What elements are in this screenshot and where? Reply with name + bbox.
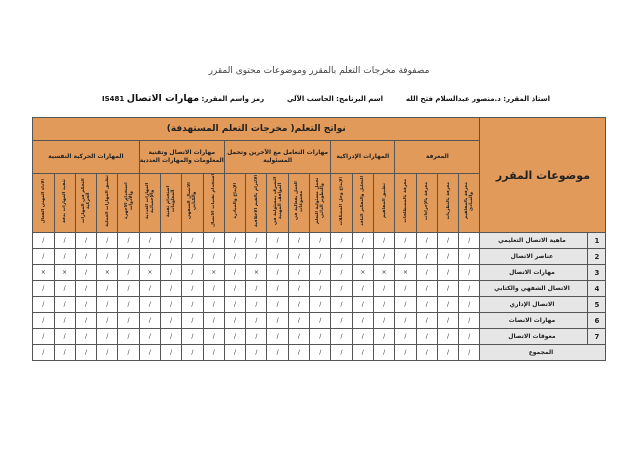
outcome-mark-cell: × xyxy=(373,265,394,281)
outcome-mark-cell: / xyxy=(437,281,458,297)
outcome-mark-cell: / xyxy=(373,297,394,313)
topic-name: مهارات الاتصال xyxy=(480,265,588,281)
outcome-mark-cell: / xyxy=(288,329,309,345)
outcome-mark-cell: / xyxy=(267,265,288,281)
outcome-mark-cell: / xyxy=(75,281,96,297)
outcome-mark-cell: / xyxy=(373,313,394,329)
outcome-group-header: مهارات الاتصال وتقنية المعلومات والمهارات العددية xyxy=(139,141,224,174)
total-mark-cell: / xyxy=(459,345,480,361)
outcome-mark-cell: / xyxy=(310,233,331,249)
total-mark-cell: / xyxy=(33,345,55,361)
outcome-mark-cell: / xyxy=(97,249,118,265)
outcome-subheader xyxy=(310,174,331,233)
program-info xyxy=(287,95,383,103)
table-row xyxy=(33,233,606,249)
outcome-mark-cell: / xyxy=(437,313,458,329)
total-label: المجموع xyxy=(480,345,606,361)
outcome-subheader-label: الإبداع وحل المشكلات xyxy=(339,176,345,226)
outcome-mark-cell: / xyxy=(352,233,373,249)
outcome-subheader xyxy=(54,174,75,233)
outcome-mark-cell: / xyxy=(246,297,267,313)
outcome-mark-cell: / xyxy=(459,265,480,281)
topic-number: 4 xyxy=(588,281,606,297)
outcome-mark-cell: / xyxy=(182,329,203,345)
outcome-subheader-label: معرفة بالإجراءات xyxy=(424,181,430,221)
topic-number: 7 xyxy=(588,329,606,345)
outcome-mark-cell: / xyxy=(139,297,160,313)
outcome-mark-cell: / xyxy=(203,329,224,345)
outcome-mark-cell: / xyxy=(75,313,96,329)
topic-number: 2 xyxy=(588,249,606,265)
outcome-mark-cell: / xyxy=(33,233,55,249)
outcome-mark-cell: / xyxy=(246,249,267,265)
outcome-mark-cell: / xyxy=(352,249,373,265)
topic-number: 6 xyxy=(588,313,606,329)
outcome-mark-cell: / xyxy=(459,281,480,297)
outcome-subheader xyxy=(416,174,437,233)
total-mark-cell: / xyxy=(182,345,203,361)
outcome-subheader xyxy=(395,174,416,233)
outcome-mark-cell: / xyxy=(33,281,55,297)
teacher-value: د.منصور عبدالسلام فتح الله xyxy=(405,95,501,103)
total-mark-cell: / xyxy=(54,345,75,361)
outcome-subheader xyxy=(118,174,139,233)
outcome-mark-cell: / xyxy=(75,249,96,265)
outcome-subheader xyxy=(352,174,373,233)
outcome-mark-cell: × xyxy=(33,265,55,281)
outcome-mark-cell: × xyxy=(54,265,75,281)
outcome-subheader xyxy=(246,174,267,233)
outcome-mark-cell: / xyxy=(97,329,118,345)
outcome-mark-cell: / xyxy=(161,265,182,281)
outcome-subheader-label: الاتصال الشفهي والكتابي xyxy=(187,182,198,220)
outcome-mark-cell: / xyxy=(203,313,224,329)
outcome-subheader-label: استخدام الأجهزة والأدوات xyxy=(123,182,134,220)
outcome-mark-cell: / xyxy=(75,233,96,249)
outcome-mark-cell: / xyxy=(203,297,224,313)
outcome-mark-cell: / xyxy=(310,313,331,329)
total-mark-cell: / xyxy=(416,345,437,361)
outcome-mark-cell: / xyxy=(118,233,139,249)
outcome-mark-cell: / xyxy=(224,249,245,265)
outcome-mark-cell: / xyxy=(331,249,352,265)
outcome-subheader-label: استخدام تقنية المعلومات xyxy=(166,185,177,217)
outcome-mark-cell: / xyxy=(54,297,75,313)
outcome-subheader-label: معرفة بالنظريات xyxy=(445,182,451,220)
total-mark-cell: / xyxy=(310,345,331,361)
outcome-mark-cell: / xyxy=(310,281,331,297)
outcome-mark-cell: / xyxy=(224,281,245,297)
outcome-mark-cell: / xyxy=(97,281,118,297)
total-mark-cell: / xyxy=(118,345,139,361)
outcome-subheader-label: الالتزام بالقيم الأخلاقية xyxy=(253,175,259,227)
outcome-group-header: المهارات الإدراكية xyxy=(331,141,395,174)
outcome-mark-cell: / xyxy=(33,329,55,345)
total-row xyxy=(33,345,606,361)
total-mark-cell: / xyxy=(161,345,182,361)
outcome-mark-cell: / xyxy=(459,297,480,313)
outcome-mark-cell: / xyxy=(310,265,331,281)
outcome-mark-cell: / xyxy=(267,249,288,265)
table-row xyxy=(33,297,606,313)
outcome-subheader xyxy=(203,174,224,233)
outcome-subheader xyxy=(288,174,309,233)
outcome-mark-cell: × xyxy=(352,265,373,281)
outcome-mark-cell: / xyxy=(331,329,352,345)
outcome-mark-cell: / xyxy=(118,297,139,313)
outcome-mark-cell: / xyxy=(288,249,309,265)
outcome-subheader-label: الأداء المهني الفعال xyxy=(40,178,46,224)
outcome-mark-cell: / xyxy=(224,233,245,249)
outcome-mark-cell: / xyxy=(437,249,458,265)
table-row xyxy=(33,265,606,281)
outcome-mark-cell: / xyxy=(437,265,458,281)
outcome-mark-cell: / xyxy=(373,249,394,265)
outcome-mark-cell: / xyxy=(97,233,118,249)
outcome-mark-cell: / xyxy=(288,233,309,249)
outcome-mark-cell: / xyxy=(75,297,96,313)
outcome-mark-cell: / xyxy=(97,313,118,329)
outcome-mark-cell: / xyxy=(182,233,203,249)
table-row xyxy=(33,281,606,297)
outcome-mark-cell: / xyxy=(118,313,139,329)
course-info-line xyxy=(102,93,550,107)
outcome-mark-cell: / xyxy=(224,313,245,329)
outcome-mark-cell: / xyxy=(33,249,55,265)
outcome-mark-cell: / xyxy=(267,329,288,345)
total-mark-cell: / xyxy=(75,345,96,361)
outcome-subheader-label: معرفة بالمفاهيم والمبادئ xyxy=(464,182,475,220)
table-row xyxy=(33,329,606,345)
total-mark-cell: / xyxy=(97,345,118,361)
topic-name: مهارات الانصات xyxy=(480,313,588,329)
outcome-subheader-label: استخدام تقنيات الاتصال xyxy=(211,174,217,228)
outcome-mark-cell: × xyxy=(97,265,118,281)
outcome-mark-cell: / xyxy=(267,297,288,313)
outcome-mark-cell: / xyxy=(54,313,75,329)
outcome-mark-cell: / xyxy=(161,297,182,313)
total-mark-cell: / xyxy=(224,345,245,361)
outcome-mark-cell: / xyxy=(224,265,245,281)
outcome-mark-cell: / xyxy=(288,281,309,297)
outcome-mark-cell: / xyxy=(331,281,352,297)
outcome-mark-cell: / xyxy=(118,249,139,265)
outcome-mark-cell: / xyxy=(182,313,203,329)
outcome-mark-cell: / xyxy=(288,265,309,281)
topic-name: الاتصال الإداري xyxy=(480,297,588,313)
outcome-mark-cell: / xyxy=(246,313,267,329)
outcome-mark-cell: / xyxy=(416,249,437,265)
outcome-subheader-label: التصرف بمسئولية في المواقف المهنية xyxy=(272,176,283,226)
outcome-mark-cell: / xyxy=(182,265,203,281)
outcome-mark-cell: / xyxy=(459,313,480,329)
topic-number: 5 xyxy=(588,297,606,313)
topic-name: ماهية الاتصال التعليمي xyxy=(480,233,588,249)
outcome-subheader-label: التحكم في المهارات الحركية xyxy=(80,178,91,224)
topic-name: معوقات الاتصال xyxy=(480,329,588,345)
outcome-mark-cell: / xyxy=(395,233,416,249)
outcome-mark-cell: / xyxy=(203,233,224,249)
outcome-mark-cell: × xyxy=(395,265,416,281)
outcome-mark-cell: / xyxy=(118,265,139,281)
outcome-subheader xyxy=(97,174,118,233)
outcome-mark-cell: / xyxy=(246,233,267,249)
outcome-group-header: مهارات التعامل مع الآخرين وتحمل المسئولية xyxy=(224,141,330,174)
outcome-mark-cell: / xyxy=(97,297,118,313)
outcome-mark-cell: / xyxy=(459,233,480,249)
outcome-mark-cell: / xyxy=(267,281,288,297)
outcome-subheader xyxy=(75,174,96,233)
outcome-mark-cell: / xyxy=(331,233,352,249)
course-label: رمز واسم المقرر: xyxy=(201,95,265,103)
outcome-mark-cell: / xyxy=(437,329,458,345)
outcome-mark-cell: / xyxy=(118,329,139,345)
outcome-mark-cell: / xyxy=(416,281,437,297)
outcome-subheader-label: تنفيذ المهارات بدقة xyxy=(62,179,68,223)
program-value: الحاسب الآلي xyxy=(286,95,334,103)
outcome-subheader xyxy=(267,174,288,233)
outcome-mark-cell: / xyxy=(118,281,139,297)
topic-number: 1 xyxy=(588,233,606,249)
outcome-mark-cell: / xyxy=(203,249,224,265)
outcome-mark-cell: / xyxy=(310,249,331,265)
outcome-mark-cell: / xyxy=(54,249,75,265)
matrix-title-row xyxy=(33,118,606,141)
outcome-mark-cell: / xyxy=(288,297,309,313)
outcome-mark-cell: / xyxy=(373,281,394,297)
total-mark-cell: / xyxy=(331,345,352,361)
outcome-mark-cell: / xyxy=(459,249,480,265)
outcome-mark-cell: / xyxy=(416,297,437,313)
outcome-subheader-label: معرفة بالمصطلحات xyxy=(402,179,408,223)
table-row xyxy=(33,249,606,265)
page-title: مصفوفة مخرجات التعلم بالمقرر وموضوعات محتوى المقرر xyxy=(208,66,430,76)
outcome-mark-cell: / xyxy=(246,329,267,345)
outcome-mark-cell: / xyxy=(246,281,267,297)
outcome-subheader-label: العمل بفعالية في مجموعات xyxy=(293,181,304,221)
outcome-mark-cell: / xyxy=(395,329,416,345)
outcome-mark-cell: / xyxy=(288,313,309,329)
outcome-mark-cell: / xyxy=(33,313,55,329)
outcome-mark-cell: / xyxy=(139,313,160,329)
outcome-mark-cell: / xyxy=(161,329,182,345)
teacher-info xyxy=(406,95,550,103)
course-value: مهارات الاتصال xyxy=(126,93,200,104)
total-mark-cell: / xyxy=(267,345,288,361)
matrix-title: نواتج التعلم( مخرجات التعلم المستهدفة) xyxy=(33,118,480,141)
outcome-subheader-label: الإبداع والمبادرة xyxy=(232,183,238,219)
outcome-mark-cell: / xyxy=(459,329,480,345)
course-code: IS481 xyxy=(102,95,125,103)
outcome-mark-cell: / xyxy=(161,249,182,265)
outcome-mark-cell: / xyxy=(395,249,416,265)
outcome-subheader-label: المهارات العددية والإحصائية xyxy=(144,182,155,220)
outcome-subheader xyxy=(33,174,55,233)
outcome-mark-cell: / xyxy=(182,249,203,265)
outcome-mark-cell: / xyxy=(331,313,352,329)
total-mark-cell: / xyxy=(139,345,160,361)
outcome-subheader xyxy=(437,174,458,233)
outcome-mark-cell: × xyxy=(139,265,160,281)
outcome-mark-cell: / xyxy=(267,313,288,329)
outcome-mark-cell: / xyxy=(161,233,182,249)
outcome-subheader-label: تطبيق المهارات العملية xyxy=(104,175,110,227)
outcome-mark-cell: / xyxy=(395,281,416,297)
outcome-mark-cell: / xyxy=(310,329,331,345)
outcome-subheader xyxy=(331,174,352,233)
teacher-label: استاذ المقرر: xyxy=(503,95,550,103)
outcome-mark-cell: / xyxy=(395,313,416,329)
outcome-mark-cell: / xyxy=(373,329,394,345)
outcome-group-header: المعرفة xyxy=(395,141,480,174)
outcome-mark-cell: / xyxy=(75,265,96,281)
outcome-group-header: المهارات الحركية النفسية xyxy=(33,141,140,174)
total-mark-cell: / xyxy=(373,345,394,361)
outcome-subheader-label: التحليل والتفكير الناقد xyxy=(360,176,366,226)
outcome-mark-cell: / xyxy=(33,297,55,313)
outcome-mark-cell: / xyxy=(182,297,203,313)
outcome-mark-cell: / xyxy=(331,297,352,313)
outcome-mark-cell: / xyxy=(373,233,394,249)
outcome-mark-cell: / xyxy=(310,297,331,313)
outcome-mark-cell: / xyxy=(182,281,203,297)
course-info xyxy=(102,93,264,104)
outcome-mark-cell: / xyxy=(161,281,182,297)
topic-name: الاتصال الشفهي والكتابي xyxy=(480,281,588,297)
outcome-mark-cell: / xyxy=(331,265,352,281)
outcome-mark-cell: / xyxy=(437,233,458,249)
outcome-mark-cell: / xyxy=(395,297,416,313)
outcome-mark-cell: / xyxy=(416,233,437,249)
topics-header: موضوعات المقرر xyxy=(480,118,606,233)
outcome-mark-cell: / xyxy=(161,313,182,329)
total-mark-cell: / xyxy=(246,345,267,361)
outcome-mark-cell: / xyxy=(352,281,373,297)
topic-number: 3 xyxy=(588,265,606,281)
outcome-mark-cell: / xyxy=(416,329,437,345)
total-mark-cell: / xyxy=(352,345,373,361)
outcome-mark-cell: / xyxy=(139,233,160,249)
outcome-mark-cell: / xyxy=(54,281,75,297)
outcome-mark-cell: / xyxy=(139,281,160,297)
outcome-mark-cell: / xyxy=(267,233,288,249)
outcome-subheader xyxy=(459,174,480,233)
outcome-subheader xyxy=(224,174,245,233)
outcome-mark-cell: / xyxy=(203,281,224,297)
outcome-mark-cell: × xyxy=(246,265,267,281)
outcome-subheader xyxy=(161,174,182,233)
total-mark-cell: / xyxy=(395,345,416,361)
learning-outcomes-matrix xyxy=(32,117,606,361)
outcome-mark-cell: / xyxy=(224,297,245,313)
outcome-subheader-label: تطبيق المفاهيم xyxy=(381,183,387,219)
outcome-mark-cell: / xyxy=(139,329,160,345)
total-mark-cell: / xyxy=(203,345,224,361)
outcome-mark-cell: / xyxy=(139,249,160,265)
outcome-mark-cell: / xyxy=(224,329,245,345)
table-row xyxy=(33,313,606,329)
outcome-mark-cell: / xyxy=(352,313,373,329)
outcome-mark-cell: / xyxy=(54,233,75,249)
outcome-subheader xyxy=(182,174,203,233)
outcome-mark-cell: × xyxy=(203,265,224,281)
outcome-mark-cell: / xyxy=(54,329,75,345)
topic-name: عناصر الاتصال xyxy=(480,249,588,265)
outcome-subheader-label: تحمل مسئولية التعلم والتطوير الذاتي xyxy=(315,177,326,225)
outcome-subheader xyxy=(373,174,394,233)
total-mark-cell: / xyxy=(437,345,458,361)
total-mark-cell: / xyxy=(288,345,309,361)
outcome-mark-cell: / xyxy=(352,329,373,345)
outcome-mark-cell: / xyxy=(416,265,437,281)
outcome-mark-cell: / xyxy=(75,329,96,345)
outcome-mark-cell: / xyxy=(352,297,373,313)
outcome-subheader xyxy=(139,174,160,233)
outcome-mark-cell: / xyxy=(437,297,458,313)
program-label: اسم البرنامج: xyxy=(336,95,384,103)
outcome-mark-cell: / xyxy=(416,313,437,329)
